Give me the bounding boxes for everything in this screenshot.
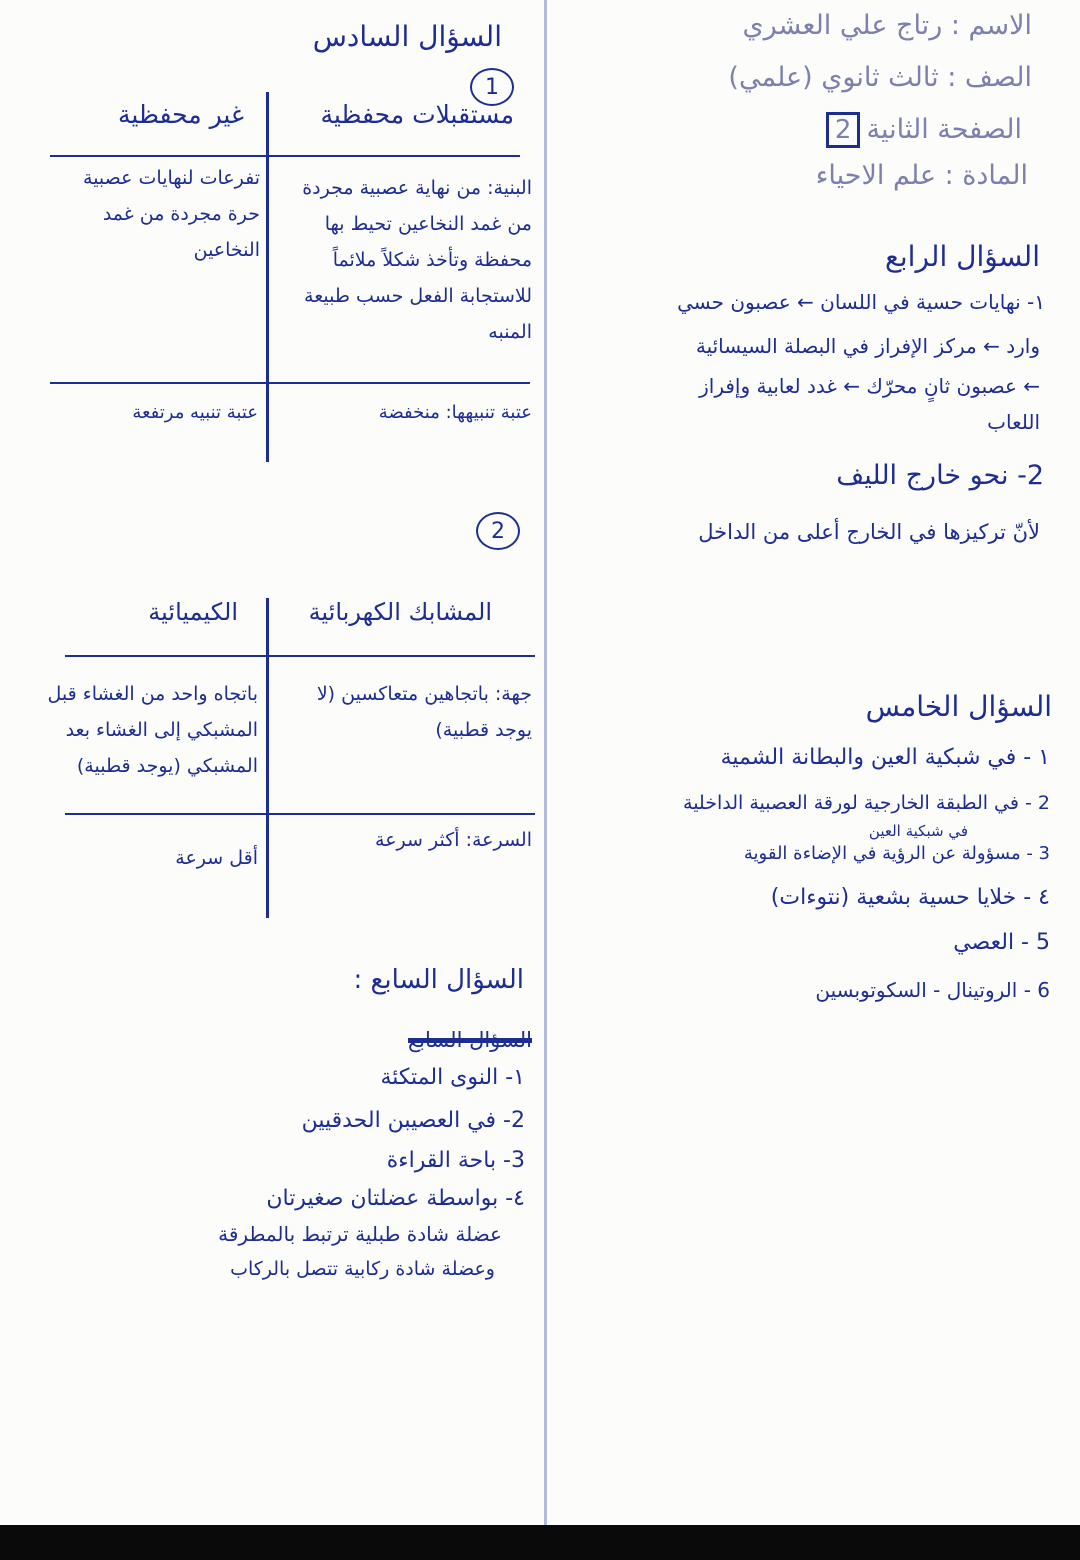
q7-item-2: 2- في العصيبن الحدقيين: [301, 1108, 525, 1133]
table1-row2-left: عتبة تنبيه مرتفعة: [132, 402, 258, 423]
q5-item-4: ٤ - خلايا حسية بشعية (نتوءات): [770, 885, 1050, 910]
screen-bottom-bar: [0, 1525, 1080, 1560]
subject-line: المادة : علم الاحياء: [815, 160, 1028, 191]
table1-column-rule: [266, 92, 269, 462]
q7-item-4: ٤- بواسطة عضلتان صغيرتان: [266, 1186, 525, 1211]
table2-row1-left: باتجاه واحد من الغشاء قبل المشبكي إلى الغشاء بعد المشبكي (يوجد قطبية): [47, 683, 258, 777]
q7-item-4-cont-1: عضلة شادة طبلية ترتبط بالمطرقة: [218, 1222, 502, 1246]
page-line: [820, 112, 1022, 148]
table1-row1-left: تفرعات لنهايات عصبية حرة مجردة من غمد النخاعين: [83, 167, 260, 261]
column-divider: [544, 0, 547, 1525]
table1-header-left: غير محفظية: [118, 100, 244, 129]
q7-item-4-cont-2: وعضلة شادة ركابية تتصل بالركاب: [230, 1258, 495, 1280]
q5-item-2: 2 - في الطبقة الخارجية لورقة العصبية الداخلية: [683, 792, 1050, 814]
table2-header-right: المشابك الكهربائية: [308, 598, 492, 626]
q6-part1-number: 1: [470, 68, 514, 106]
q6-part2-number: 2: [476, 512, 520, 550]
table2-row1-right: جهة: باتجاهين متعاكسين (لا يوجد قطبية): [316, 683, 532, 741]
table1-row2-right: عتبة تنبيهها: منخفضة: [378, 402, 532, 423]
table1-header-right: مستقبلات محفظية: [320, 100, 514, 129]
q6-title: السؤال السادس: [312, 20, 502, 53]
student-name: الاسم : رتاج علي العشري: [742, 10, 1032, 41]
table1-row1-right: البنية: من نهاية عصبية مجردة من غمد النخاعين تحيط بها محفظة وتأخذ شكلاً ملائماً للاستجابة الفعل حسب طبيعة المنبه: [302, 177, 532, 343]
q5-item-5: 5 - العصي: [953, 930, 1050, 955]
table2-row2-right: السرعة: أكثر سرعة: [375, 829, 532, 851]
table1-header-rule: [50, 155, 520, 157]
q7-item-3: 3- باحة القراءة: [386, 1148, 525, 1173]
q4-answer-1-line2: وارد ← مركز الإفراز في البصلة السيسائية: [695, 334, 1040, 358]
class-line: الصف : ثالث ثانوي (علمي): [728, 62, 1032, 93]
q7-item-1: ١- النوى المتكئة: [380, 1065, 525, 1090]
table2-header-rule: [65, 655, 535, 657]
q5-title: السؤال الخامس: [865, 690, 1052, 723]
table2-row2-left: أقل سرعة: [175, 847, 258, 869]
q5-item-1: ١ - في شبكية العين والبطانة الشمية: [720, 745, 1050, 770]
q4-answer-2-reason: لأنّ تركيزها في الخارج أعلى من الداخل: [698, 520, 1040, 544]
q4-title: السؤال الرابع: [884, 240, 1040, 273]
table2-column-rule: [266, 598, 269, 918]
q4-answer-2: 2- نحو خارج الليف: [836, 460, 1044, 491]
page-label: الصفحة الثانية: [866, 114, 1022, 145]
q4-answer-1-line4: اللعاب: [987, 410, 1040, 434]
page-number-box: 2: [826, 112, 861, 148]
q4-answer-1-line3: ← عصبون ثانٍ محرّك ← غدد لعابية وإفراز: [699, 374, 1040, 398]
table2-row-rule: [65, 813, 535, 815]
q4-answer-1-line1: ١- نهايات حسية في اللسان ← عصبون حسي: [677, 290, 1045, 314]
table2-header-left: الكيميائية: [148, 598, 238, 626]
table1-row-rule: [50, 382, 530, 384]
q7-struck-line: السؤال السابع: [408, 1028, 532, 1052]
q5-item-3: 3 - مسؤولة عن الرؤية في الإضاءة القوية: [743, 843, 1050, 864]
q5-item-2-cont: في شبكية العين: [868, 822, 968, 840]
q7-title: السؤال السابع :: [353, 965, 524, 995]
q5-item-6: 6 - الروتينال - السكوتوبسين: [815, 978, 1050, 1002]
